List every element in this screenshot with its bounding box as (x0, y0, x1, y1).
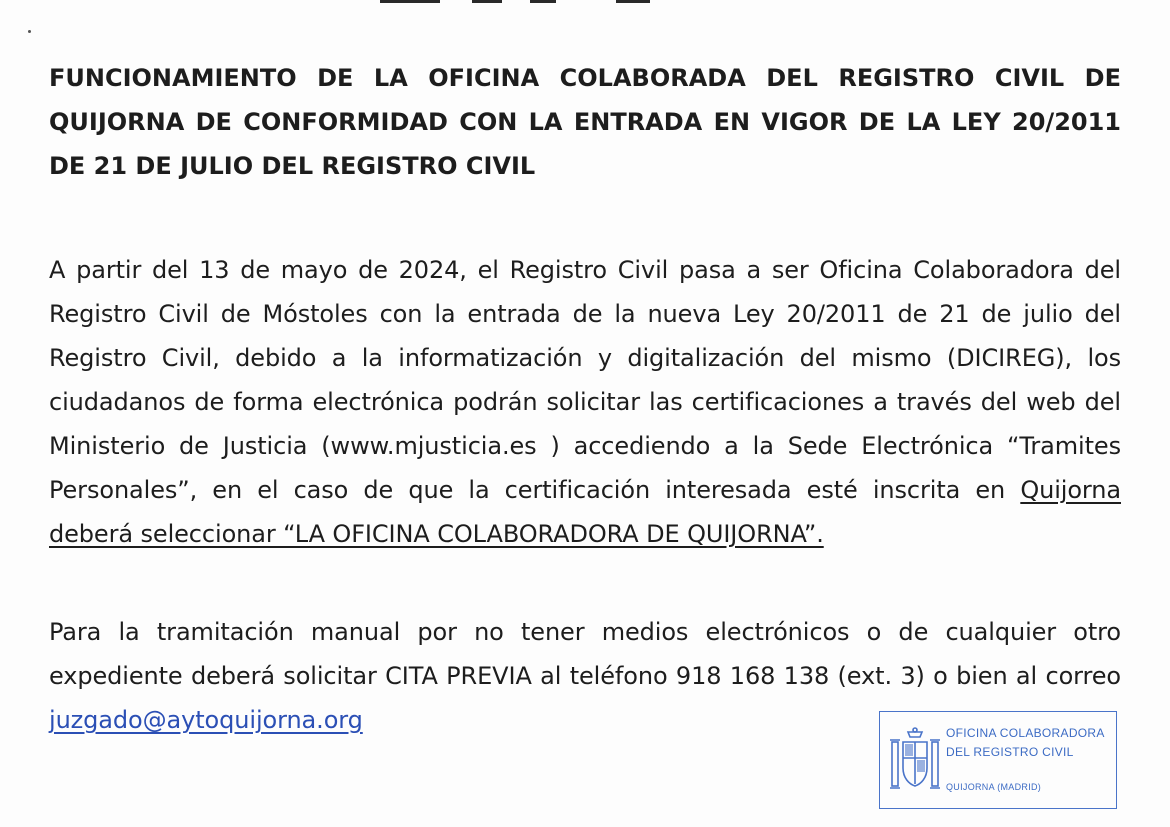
title-line-3: DE 21 DE JULIO DEL REGISTRO CIVIL (49, 152, 536, 180)
paragraph2-text: Para la tramitación manual por no tener medios electrónicos o de cualquier otro expediente deberá solicitar CITA PREVIA al teléfono 918 168 138 (ext. 3) o bien al correo (49, 618, 1121, 690)
title-line-2: QUIJORNA DE CONFORMIDAD CON LA ENTRADA EN VIGOR DE LA LEY 20/2011 (49, 108, 1121, 136)
stamp-line-2: DEL REGISTRO CIVIL (946, 745, 1074, 759)
email-link[interactable]: juzgado@aytoquijorna.org (49, 706, 363, 734)
stamp-line-1: OFICINA COLABORADORA (946, 726, 1105, 740)
title-line-1: FUNCIONAMIENTO DE LA OFICINA COLABORADA DEL REGISTRO CIVIL DE (49, 64, 1121, 92)
paragraph1-underlined-instruction: Quijorna deberá seleccionar “LA OFICINA COLABORADORA DE QUIJORNA”. (49, 476, 1121, 548)
office-stamp (879, 711, 1117, 809)
scan-speck (28, 30, 31, 33)
stamp-line-3: QUIJORNA (MADRID) (946, 782, 1042, 792)
paragraph-online-certificates (49, 248, 1121, 556)
document-title (49, 56, 1121, 188)
paragraph1-text: A partir del 13 de mayo de 2024, el Registro Civil pasa a ser Oficina Colaboradora del Registro Civil de Móstoles con la entrada de la nueva Ley 20/2011 de 21 de julio del Registro Civil, debido a la informatización y digitalización del mismo (DICIREG), los ciudadanos de forma electrónica podrán solicitar las certificaciones a través del web del Ministerio de Justicia (www.mjusticia.es ) accediendo a la Sede Electrónica “Tramites Personales”, en el caso de que la certificación interesada esté inscrita en (49, 256, 1121, 504)
scan-top-marks (380, 0, 680, 4)
coat-of-arms-icon (888, 726, 942, 796)
